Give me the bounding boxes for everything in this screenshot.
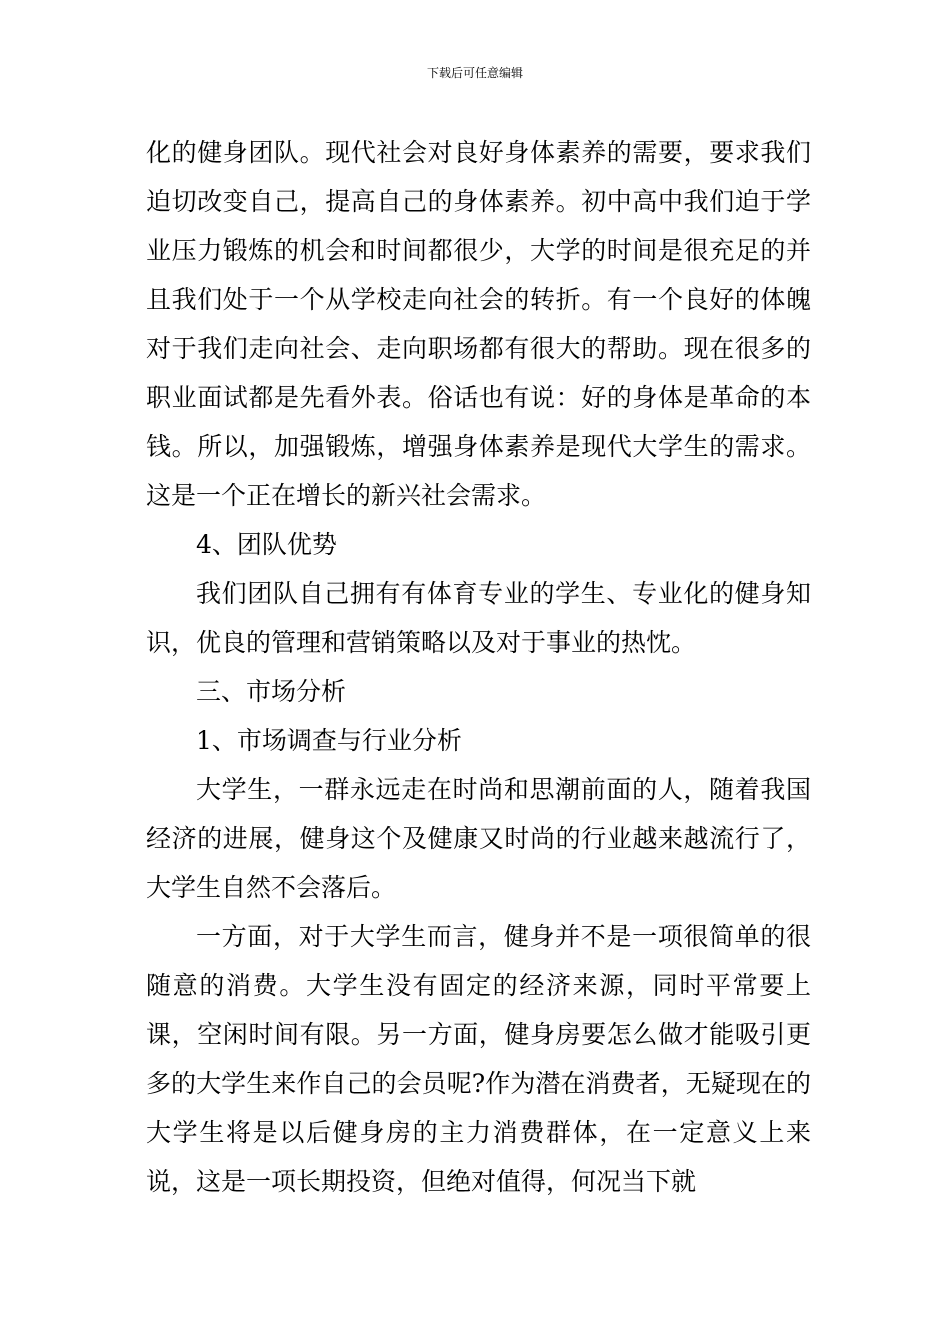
page-header: 下载后可任意编辑: [426, 66, 523, 80]
heading-market-survey: 1、市场调查与行业分析: [196, 726, 462, 755]
document-body: [146, 128, 811, 1206]
paragraph-college-students: 大学生，一群永远走在时尚和思潮前面的人，随着我国经济的进展，健身这个及健康又时尚的行业越来越流行了，大学生自然不会落后。: [146, 775, 811, 902]
heading-team-advantage: 4、团队优势: [196, 530, 337, 559]
paragraph-team-advantage: 我们团队自己拥有有体育专业的学生、专业化的健身知识，优良的管理和营销策略以及对于事业的热忱。: [146, 579, 811, 657]
paragraph-continuation: 化的健身团队。现代社会对良好身体素养的需要，要求我们迫切改变自己，提高自己的身体素养。初中高中我们迫于学业压力锻炼的机会和时间都很少，大学的时间是很充足的并且我们处于一个从学校走向社会的转折。有一个良好的体魄对于我们走向社会、走向职场都有很大的帮助。现在很多的职业面试都是先看外表。俗话也有说：好的身体是革命的本钱。所以，加强锻炼，增强身体素养是现代大学生的需求。这是一个正在增长的新兴社会需求。: [146, 138, 811, 510]
heading-market-analysis: 三、市场分析: [196, 677, 347, 706]
paragraph-on-one-hand: 一方面，对于大学生而言，健身并不是一项很简单的很随意的消费。大学生没有固定的经济来源，同时平常要上课，空闲时间有限。另一方面，健身房要怎么做才能吸引更多的大学生来作自己的会员呢?作为潜在消费者，无疑现在的大学生将是以后健身房的主力消费群体，在一定意义上来说，这是一项长期投资，但绝对值得，何况当下就: [146, 922, 811, 1196]
